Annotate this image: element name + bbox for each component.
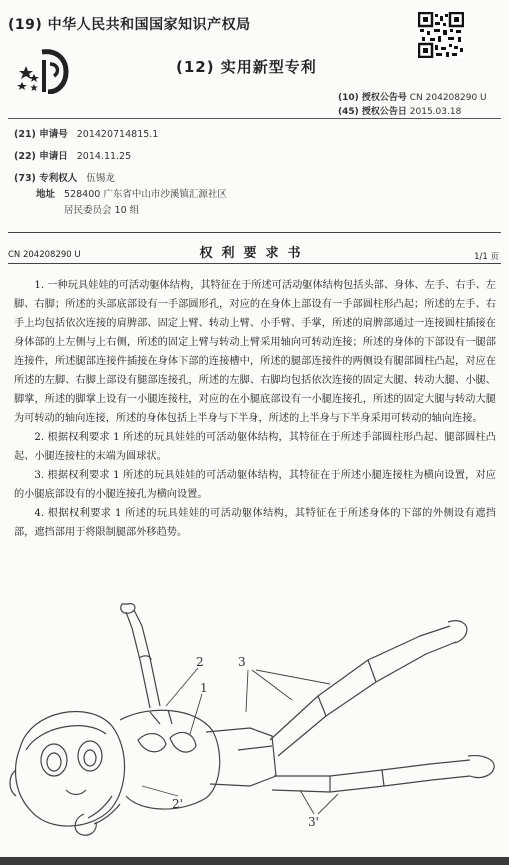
publication-number-label: (10) 授权公告号 xyxy=(338,93,407,103)
claims-doc-number: CN 204208290 U xyxy=(8,250,81,260)
raised-leg xyxy=(270,626,450,740)
doll-head xyxy=(16,712,125,827)
patent-type-title: (12) 实用新型专利 xyxy=(176,58,317,76)
claim-4: 4. 根据权利要求 1 所述的玩具娃娃的可活动躯体结构，其特征在于所述身体的下部的外侧设有遮挡部，遮挡部用于将限制腿部外移趋势。 xyxy=(14,508,496,538)
claim-3: 3. 根据权利要求 1 所述的玩具娃娃的可活动躯体结构，其特征在于所述小腿连接柱为横向设置，对应的小腿底部设有的小腿连接孔为横向设置。 xyxy=(14,470,496,500)
figure-label-2-prime: 2' xyxy=(172,797,183,811)
publication-number-row xyxy=(338,90,487,103)
filing-date-row xyxy=(14,148,131,162)
address-line-2: 居民委员会 10 组 xyxy=(64,205,140,216)
lower-arm xyxy=(88,796,120,824)
claim-1: 1. 一种玩具娃娃的可活动躯体结构，其特征在于所述可活动躯体结构包括头部、身体、左手、右手、左脚、右脚；所述的头部底部设有一手部圆形孔，对应的在身体上部设有一手部圆柱形凸起；所述的左手、右手上均包括依次连接的肩脾部、固定上臂、转动上臂、小手臂、手掌，所述的肩脾部通过一连接圆柱插接在身体部的上左侧与上右侧，所述的固定上臂与转动上臂采用轴向可转动连接；所述的身体的下部设有一腿部连接件，所述腿部连接件插接在身体下部的连接槽中，所述的腿部连接件的两侧设有腿部圆柱凸起，对应在所述的左脚、右脚上部设有腿部连接孔，所述的左脚、右脚均包括依次连接的固定大腿、转动大腿、小腿、脚掌，所述的脚掌上设有一小腿连接柱，对应的在小腿底部设有一小腿连接孔，所述的固定大腿与转动大腿为可转动的轴向连接，所述的身体包括上半身与下半身，所述的上半身与下半身采用可转动的轴向连接。 xyxy=(14,280,496,424)
filing-date: 2014.11.25 xyxy=(76,151,132,162)
header-divider xyxy=(8,118,501,119)
owner-row xyxy=(14,170,115,184)
figure-label-1: 1 xyxy=(200,681,208,695)
qr-code-icon xyxy=(418,12,464,58)
publication-date: 2015.03.18 xyxy=(409,107,462,117)
doll-figure-drawing xyxy=(0,600,509,855)
claims-title: 权利要求书 xyxy=(199,246,310,261)
application-number-label: (21) 申请号 xyxy=(14,129,68,140)
address-label: 地址 xyxy=(36,189,56,200)
publication-date-label: (45) 授权公告日 xyxy=(338,107,407,117)
figure-label-3: 3 xyxy=(238,655,246,669)
lower-leg xyxy=(274,760,470,776)
figure-label-3-prime: 3' xyxy=(308,815,319,829)
address-line-1: 528400 广东省中山市沙溪镇汇源社区 xyxy=(64,189,227,200)
application-number: 201420714815.1 xyxy=(76,129,159,140)
figure-label-2: 2 xyxy=(196,655,204,669)
claim-2: 2. 根据权利要求 1 所述的玩具娃娃的可活动躯体结构，其特征在于所述手部圆柱形凸起、腿部圆柱凸起、小腿连接柱的末端为圆球状。 xyxy=(14,432,496,462)
office-name: (19) 中华人民共和国国家知识产权局 xyxy=(8,17,251,33)
filing-date-label: (22) 申请日 xyxy=(14,151,68,162)
claims-page-number: 1/1 页 xyxy=(474,252,499,262)
publication-number: CN 204208290 U xyxy=(409,93,487,103)
owner-name: 伍锡龙 xyxy=(86,173,115,184)
claims-body xyxy=(14,276,496,542)
raised-arm xyxy=(126,610,160,708)
claims-header-rule xyxy=(8,263,501,264)
doll-torso xyxy=(120,710,220,809)
section-divider xyxy=(8,232,501,233)
address-row xyxy=(36,186,227,200)
publication-date-row xyxy=(338,104,461,117)
patent-office-emblem xyxy=(14,46,80,94)
bottom-bar xyxy=(0,857,509,865)
application-number-row xyxy=(14,126,158,140)
owner-label: (73) 专利权人 xyxy=(14,173,78,184)
